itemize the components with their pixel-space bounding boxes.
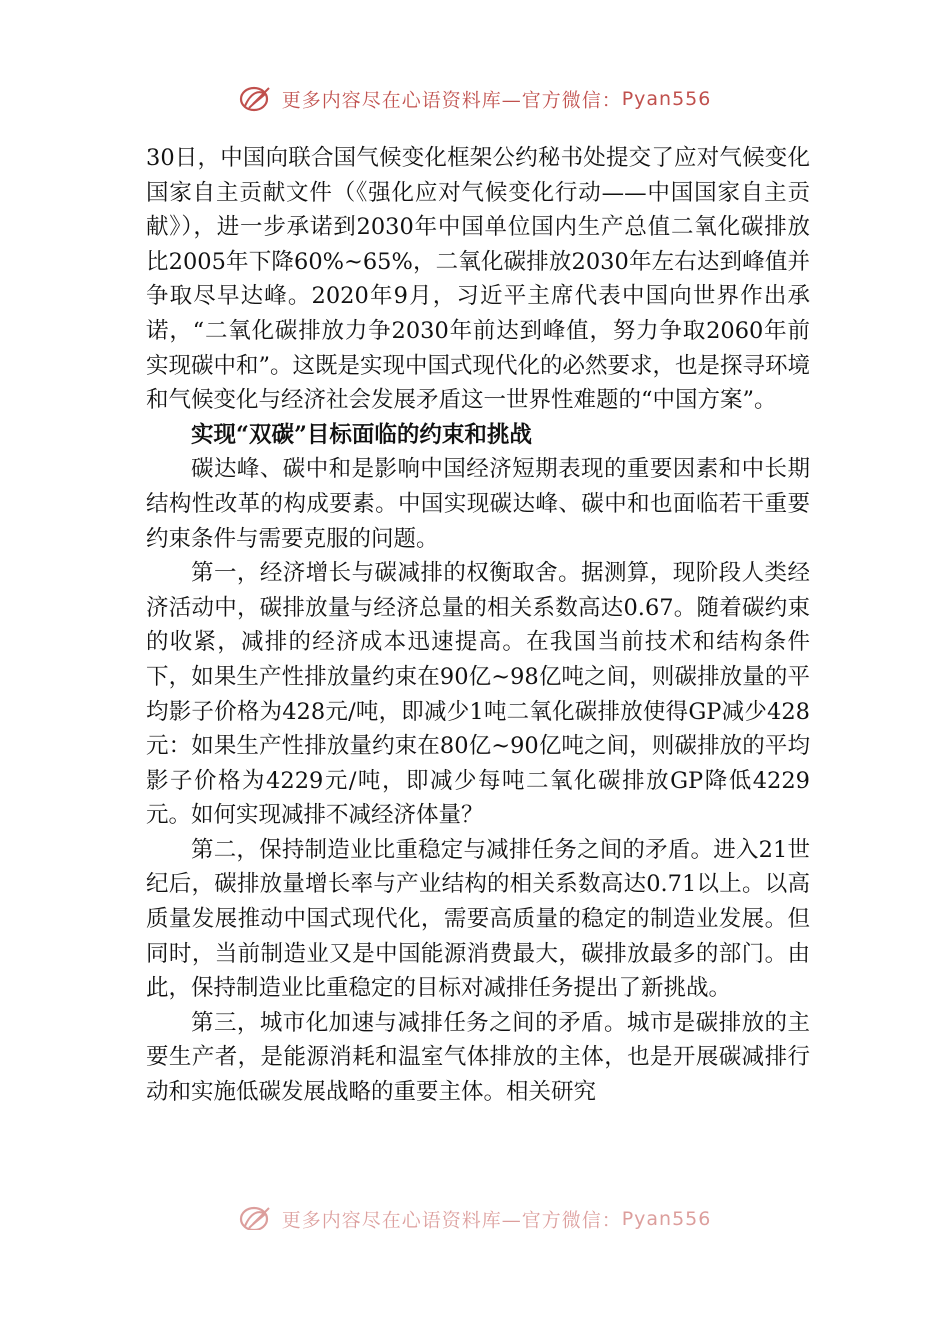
paragraph-2: 碳达峰、碳中和是影响中国经济短期表现的重要因素和中长期结构性改革的构成要素。中国实现碳达峰、碳中和也面临若干重要约束条件与需要克服的问题。 — [146, 456, 810, 552]
header-wechat-id: Pyan556 — [621, 88, 712, 110]
footer-text: 更多内容尽在心语资料库—官方微信： — [281, 1209, 622, 1230]
paragraph-1: 30日，中国向联合国气候变化框架公约秘书处提交了应对气候变化国家自主贡献文件（《强化应对气候变化行动——中国国家自主贡献》），进一步承诺到2030年中国单位国内生产总值二氧化碳排放比2005年下降60%~65%，二氧化碳排放2030年左右达到峰值并争取尽早达峰。2020年9月，习近平主席代表中国向世界作出承诺，“二氧化碳排放力争2030年前达到峰值，努力争取2060年前实现碳中和”。这既是实现中国式现代化的必然要求，也是探寻环境和气候变化与经济社会发展矛盾这一世界性难题的“中国方案”。 — [146, 145, 810, 414]
document-body — [146, 141, 810, 1221]
page-header-watermark — [0, 84, 950, 114]
footer-wechat-id: Pyan556 — [621, 1208, 712, 1230]
header-text: 更多内容尽在心语资料库—官方微信： — [281, 89, 622, 112]
paragraph-3: 第一，经济增长与碳减排的权衡取舍。据测算，现阶段人类经济活动中，碳排放量与经济总量的相关系数高达0.67。随着碳约束的收紧，减排的经济成本迅速提高。在我国当前技术和结构条件下，如果生产性排放量约束在90亿~98亿吨之间，则碳排放量的平均影子价格为428元/吨，即减少1吨二氧化碳排放使得GP减少428元：如果生产性排放量约束在80亿~90亿吨之间，则碳排放的平均影子价格为4229元/吨，即减少每吨二氧化碳排放GP降低4229元。如何实现减排不减经济体量？ — [146, 560, 810, 829]
paragraph-5: 第三，城市化加速与减排任务之间的矛盾。城市是碳排放的主要生产者，是能源消耗和温室气体排放的主体，也是开展碳减排行动和实施低碳发展战略的重要主体。相关研究 — [146, 1009, 810, 1106]
page-footer-watermark — [0, 1204, 950, 1230]
paragraph-4: 第二，保持制造业比重稳定与减排任务之间的矛盾。进入21世纪后，碳排放量增长率与产业结构的相关系数高达0.71以上。以高质量发展推动中国式现代化，需要高质量的稳定的制造业发展。但同时，当前制造业又是中国能源消费最大，碳排放最多的部门。由此，保持制造业比重稳定的目标对减排任务提出了新挑战。 — [146, 836, 810, 1002]
section-heading: 实现“双碳”目标面临的约束和挑战 — [191, 421, 532, 448]
signature-logo-icon — [239, 1204, 273, 1230]
signature-logo-icon — [239, 84, 273, 114]
